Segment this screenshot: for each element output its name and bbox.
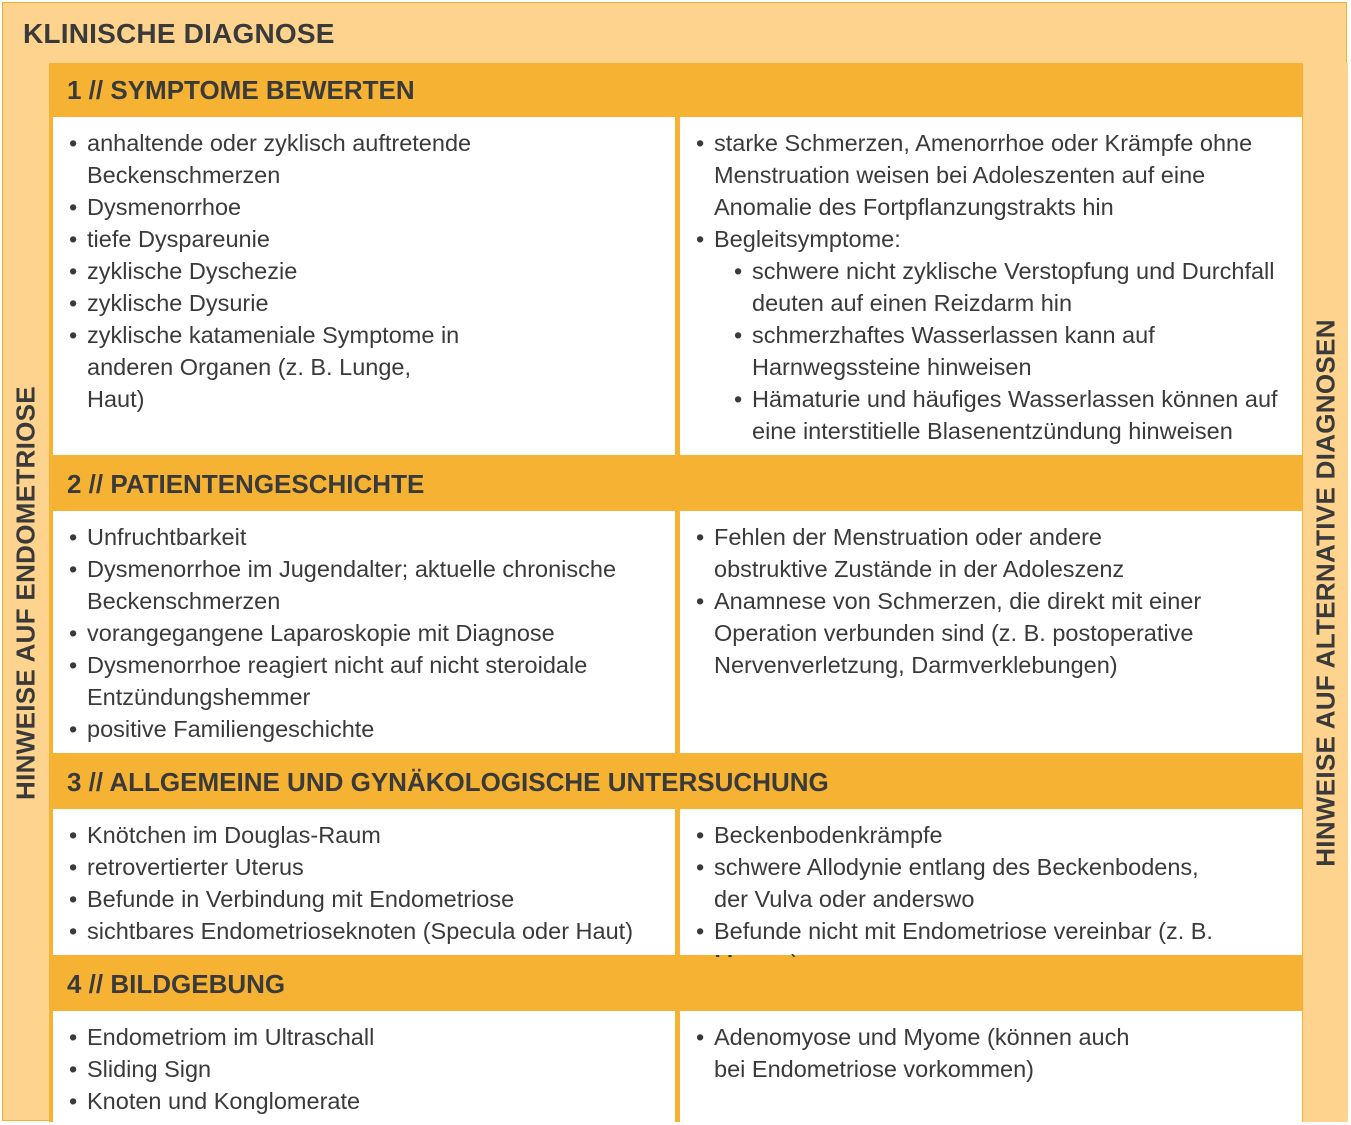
list-item: • Dysmenorrhoe reagiert nicht auf nicht steroidale Entzündungshemmer xyxy=(69,649,659,713)
list-item: • positive Familiengeschichte xyxy=(69,713,659,745)
list-item: • schwere Allodynie entlang des Beckenbodens, der Vulva oder anderswo xyxy=(696,851,1214,915)
list-item: • anhaltende oder zyklisch auftretende Beckenschmerzen xyxy=(69,127,659,191)
section-1-left-list xyxy=(69,127,659,415)
section-2-alternative-cell xyxy=(680,511,1302,753)
list-item: • zyklische Dyschezie xyxy=(69,255,659,287)
section-4-endometriosis-cell xyxy=(53,1011,675,1122)
list-item: • Adenomyose und Myome (können auch bei Endometriose vorkommen) xyxy=(696,1021,1154,1085)
section-2-heading: 2 // PATIENTENGESCHICHTE xyxy=(49,457,1303,509)
section-3-endometriosis-cell xyxy=(53,809,675,955)
clinical-diagnosis-panel xyxy=(2,2,1347,1121)
list-item: • Dysmenorrhoe xyxy=(69,191,659,223)
list-item: • tiefe Dyspareunie xyxy=(69,223,659,255)
left-side-label: HINWEISE AUF ENDOMETRIOSE xyxy=(10,385,41,800)
list-item: • zyklische Dysurie xyxy=(69,287,659,319)
section-2-left-list xyxy=(69,521,659,745)
list-item: • Knoten und Konglomerate xyxy=(69,1085,659,1117)
panel-title: KLINISCHE DIAGNOSE xyxy=(23,18,335,49)
section-4-left-list xyxy=(69,1021,659,1117)
section-1-right-list xyxy=(696,127,1286,447)
section-4-alternative-cell xyxy=(680,1011,1302,1122)
list-item: • Knötchen im Douglas-Raum xyxy=(69,819,659,851)
list-item: • Endometriom im Ultraschall xyxy=(69,1021,659,1053)
list-item: • Dysmenorrhoe im Jugendalter; aktuelle chronische Beckenschmerzen xyxy=(69,553,659,617)
section-1-alternative-cell xyxy=(680,117,1302,455)
list-item: • Sliding Sign xyxy=(69,1053,659,1085)
section-3-alternative-cell xyxy=(680,809,1302,955)
list-item: • Unfruchtbarkeit xyxy=(69,521,659,553)
sections-grid xyxy=(49,63,1303,1122)
list-item: • Befunde nicht mit Endometriose vereinbar (z. B. xyxy=(696,915,1286,979)
list-item: • zyklische katameniale Symptome in anderen Organen (z. B. Lunge, Haut) xyxy=(69,319,467,415)
section-1-endometriosis-cell xyxy=(53,117,675,455)
list-item: • Fehlen der Menstruation oder andere obstruktive Zustände in der Adoleszenz xyxy=(696,521,1134,585)
section-2-right-list xyxy=(696,521,1286,681)
section-4-heading: 4 // BILDGEBUNG xyxy=(49,957,1303,1009)
section-2-endometriosis-cell xyxy=(53,511,675,753)
right-side-label: HINWEISE AUF ALTERNATIVE DIAGNOSEN xyxy=(1310,318,1340,867)
section-4-right-list xyxy=(696,1021,1286,1085)
list-item: • Anamnese von Schmerzen, die direkt mit einer Operation verbunden sind (z. B. postoperative Nervenverletzung, Darmverklebungen) xyxy=(696,585,1286,681)
list-item: • retrovertierter Uterus xyxy=(69,851,659,883)
sub-list-item: • schwere nicht zyklische Verstopfung und Durchfall deuten auf einen Reizdarm hin xyxy=(696,255,1286,319)
list-item: • sichtbares Endometrioseknoten (Specula oder Haut) xyxy=(69,915,659,947)
section-3-left-list xyxy=(69,819,659,947)
section-3-right-list xyxy=(696,819,1286,979)
list-item: • Befunde in Verbindung mit Endometriose xyxy=(69,883,659,915)
section-1-heading: 1 // SYMPTOME BEWERTEN xyxy=(49,63,1303,115)
sub-list-item: • schmerzhaftes Wasserlassen kann auf Harnwegssteine hinweisen xyxy=(696,319,1192,383)
list-item: • vorangegangene Laparoskopie mit Diagnose xyxy=(69,617,659,649)
section-3-heading: 3 // ALLGEMEINE UND GYNÄKOLOGISCHE UNTERSUCHUNG xyxy=(49,755,1303,807)
list-item: • Begleitsymptome: xyxy=(696,223,1286,255)
left-side-band xyxy=(3,63,49,1122)
list-item: • Beckenbodenkrämpfe xyxy=(696,819,1286,851)
sub-list-item: • Hämaturie und häufiges Wasserlassen können auf eine interstitielle Blasenentzündung hinweisen xyxy=(696,383,1286,447)
right-side-band xyxy=(1303,63,1348,1122)
list-item: • starke Schmerzen, Amenorrhoe oder Krämpfe ohne Menstruation weisen bei Adoleszenten auf eine Anomalie des Fortpflanzungstrakts hin xyxy=(696,127,1286,223)
